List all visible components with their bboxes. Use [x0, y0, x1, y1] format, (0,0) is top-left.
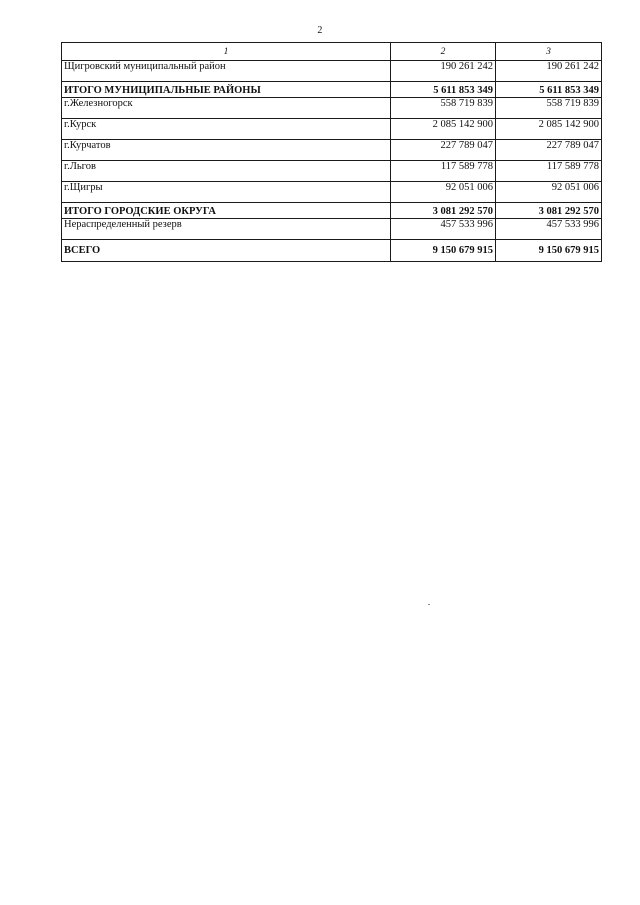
- row-name: г.Железногорск: [62, 98, 391, 119]
- table-header-row: [62, 43, 602, 61]
- row-value-col3: 227 789 047: [496, 140, 602, 161]
- row-value-col2: 92 051 006: [391, 182, 496, 203]
- table-row-lgov: [62, 161, 602, 182]
- row-name: ИТОГО МУНИЦИПАЛЬНЫЕ РАЙОНЫ: [62, 82, 391, 98]
- row-name: г.Курчатов: [62, 140, 391, 161]
- row-name: г.Курск: [62, 119, 391, 140]
- row-value-col2: 5 611 853 349: [391, 82, 496, 98]
- row-value-col3: 9 150 679 915: [496, 240, 602, 262]
- row-value-col2: 457 533 996: [391, 219, 496, 240]
- row-value-col3: 5 611 853 349: [496, 82, 602, 98]
- column-header-1: 1: [62, 43, 391, 61]
- row-value-col3: 457 533 996: [496, 219, 602, 240]
- table-row-kurchatov: [62, 140, 602, 161]
- row-value-col2: 227 789 047: [391, 140, 496, 161]
- row-value-col3: 3 081 292 570: [496, 203, 602, 219]
- row-value-col3: 190 261 242: [496, 61, 602, 82]
- budget-table: [61, 42, 602, 262]
- page-number: 2: [317, 25, 323, 36]
- row-value-col2: 558 719 839: [391, 98, 496, 119]
- row-value-col2: 117 589 778: [391, 161, 496, 182]
- row-name: Нераспределенный резерв: [62, 219, 391, 240]
- row-value-col2: 3 081 292 570: [391, 203, 496, 219]
- row-value-col2: 9 150 679 915: [391, 240, 496, 262]
- row-value-col3: 117 589 778: [496, 161, 602, 182]
- row-name: ИТОГО ГОРОДСКИЕ ОКРУГА: [62, 203, 391, 219]
- table-row-total-municipal-districts: [62, 82, 602, 98]
- column-header-3: 3: [496, 43, 602, 61]
- row-name: г.Щигры: [62, 182, 391, 203]
- column-header-2: 2: [391, 43, 496, 61]
- table-row-kursk: [62, 119, 602, 140]
- table-row-grand-total: [62, 240, 602, 262]
- row-value-col3: 92 051 006: [496, 182, 602, 203]
- row-value-col2: 190 261 242: [391, 61, 496, 82]
- scan-speck: [428, 604, 430, 605]
- table-row-total-city-districts: [62, 203, 602, 219]
- table-row-shchigry-city: [62, 182, 602, 203]
- table-row-shchigry-district: [62, 61, 602, 82]
- table-row-zheleznogorsk: [62, 98, 602, 119]
- row-name: ВСЕГО: [62, 240, 391, 262]
- row-name: Щигровский муниципальный район: [62, 61, 391, 82]
- row-value-col3: 2 085 142 900: [496, 119, 602, 140]
- row-name: г.Льгов: [62, 161, 391, 182]
- row-value-col3: 558 719 839: [496, 98, 602, 119]
- row-value-col2: 2 085 142 900: [391, 119, 496, 140]
- table-row-unallocated-reserve: [62, 219, 602, 240]
